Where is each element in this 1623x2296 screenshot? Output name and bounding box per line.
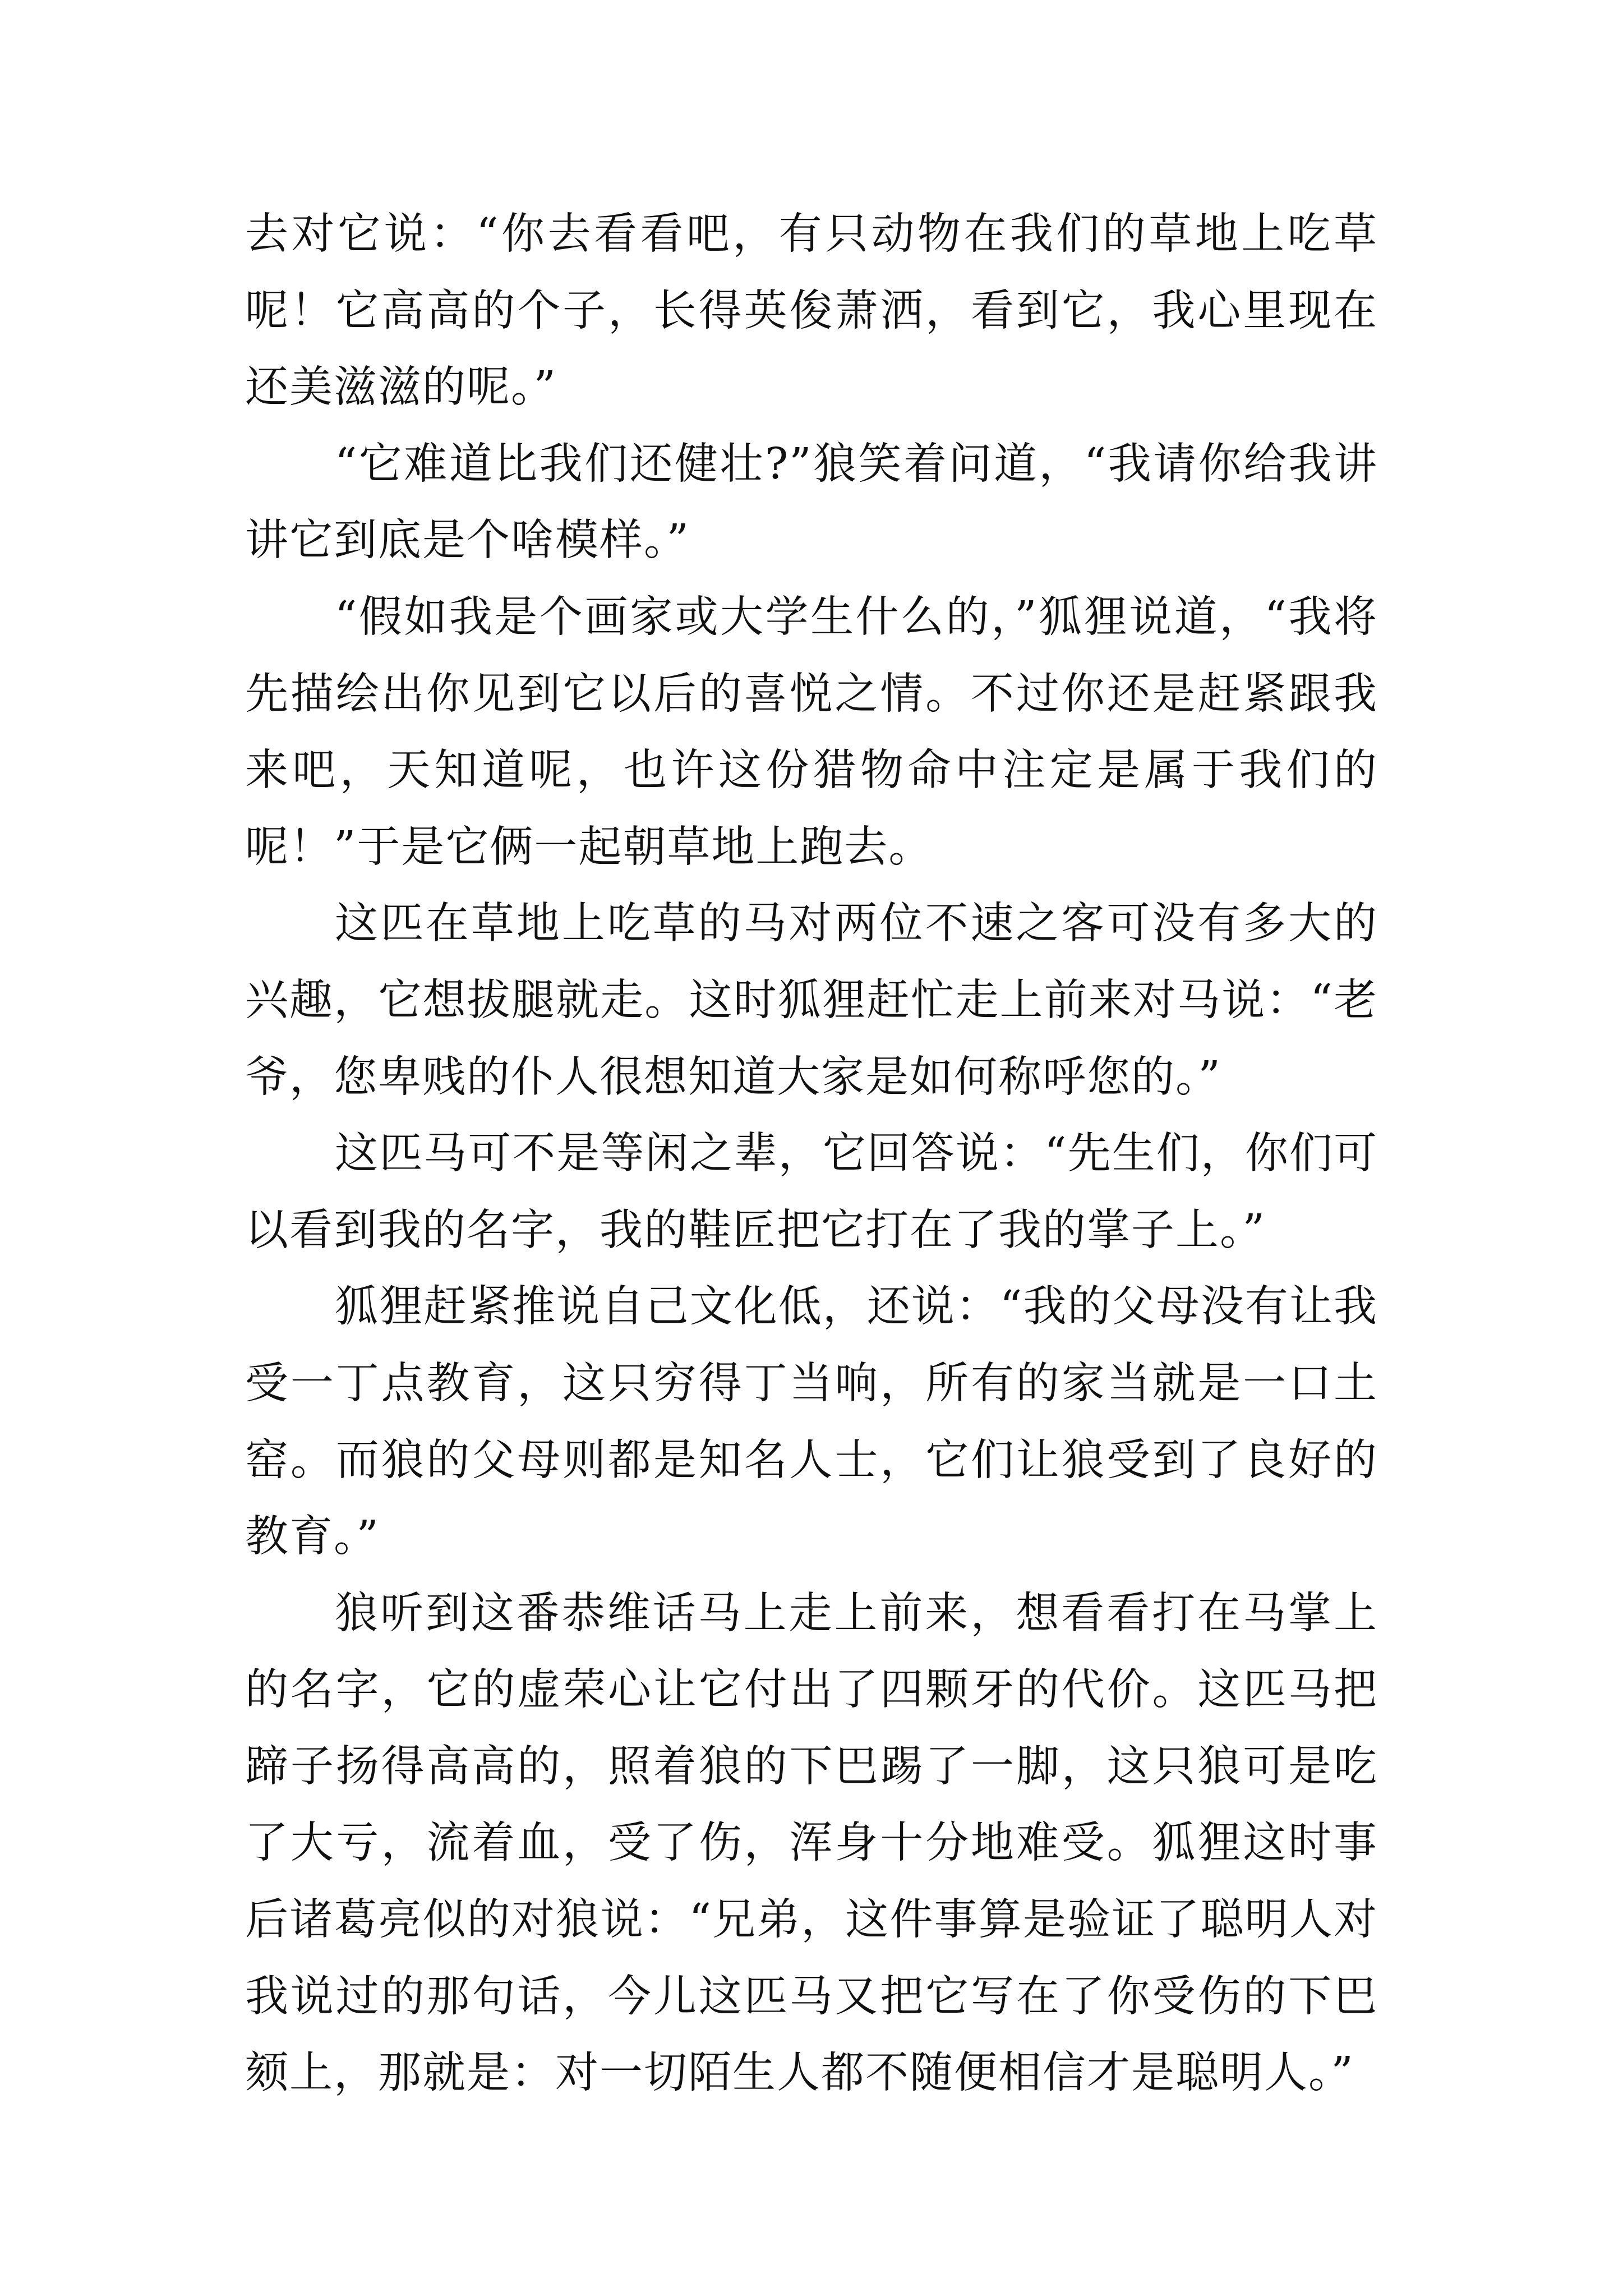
paragraph-fox-excuse: 狐狸赶紧推说自己文化低，还说：“我的父母没有让我受一丁点教育，这只穷得丁当响，所有的家当就是一口土窑。而狼的父母则都是知名人士，它们让狼受到了良好的教育。” [245, 1282, 1378, 1562]
paragraph-continuation: 去对它说：“你去看看吧，有只动物在我们的草地上吃草呢！它高高的个子，长得英俊萧洒，看到它，我心里现在还美滋滋的呢。” [245, 209, 1378, 413]
paragraph-horse-grazing: 这匹在草地上吃草的马对两位不速之客可没有多大的兴趣，它想拔腿就走。这时狐狸赶忙走上前来对马说：“老爷，您卑贱的仆人很想知道大家是如何称呼您的。” [245, 899, 1378, 1102]
paragraph-wolf-kicked: 狼听到这番恭维话马上走上前来，想看看打在马掌上的名字，它的虚荣心让它付出了四颗牙的代价。这匹马把蹄子扬得高高的，照着狼的下巴踢了一脚，这只狼可是吃了大亏，流着血，受了伤，浑身十分地难受。狐狸这时事后诸葛亮似的对狼说：“兄弟，这件事算是验证了聪明人对我说过的那句话，今儿这匹马又把它写在了你受伤的下巴颏上，那就是：对一切陌生人都不随便相信才是聪明人。” [245, 1588, 1378, 2099]
story-text [245, 196, 1378, 2112]
paragraph-wolf-question: “它难道比我们还健壮?”狼笑着问道，“我请你给我讲讲它到底是个啥模样。” [245, 439, 1378, 566]
paragraph-fox-painter: “假如我是个画家或大学生什么的，”狐狸说道，“我将先描绘出你见到它以后的喜悦之情。不过你还是赶紧跟我来吧，天知道呢，也许这份猎物命中注定是属于我们的呢！”于是它俩一起朝草地上跑去。 [245, 592, 1378, 872]
paragraph-horse-answer: 这匹马可不是等闲之辈，它回答说：“先生们，你们可以看到我的名字，我的鞋匠把它打在了我的掌子上。” [245, 1129, 1378, 1255]
